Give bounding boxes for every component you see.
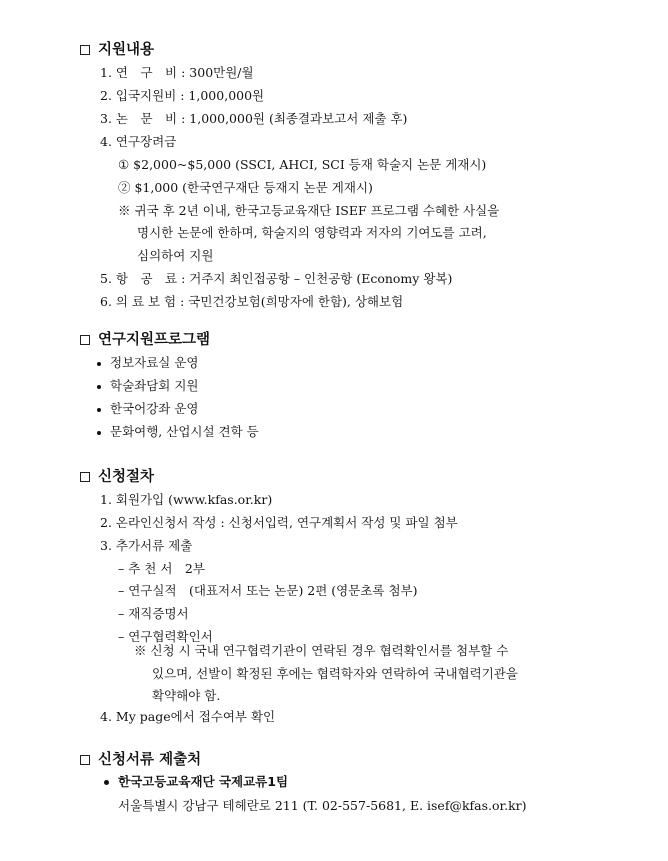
support-item-1: 1. 연 구 비 : 300만원/월 bbox=[100, 65, 254, 80]
bullet-dot-icon bbox=[104, 780, 109, 785]
bullet-dot-icon bbox=[97, 408, 101, 412]
support-note-line-3: 심의하여 지원 bbox=[137, 248, 214, 263]
section-heading-procedure: 신청절차 bbox=[80, 466, 154, 488]
support-item-2: 2. 입국지원비 : 1,000,000원 bbox=[100, 88, 265, 103]
support-subitem-1: ① $2,000~$5,000 (SSCI, AHCI, SCI 등재 학술지 논문 게재시) bbox=[118, 157, 487, 172]
support-note-line-1: ※ 귀국 후 2년 이내, 한국고등교육재단 ISEF 프로그램 수혜한 사실을 bbox=[118, 203, 500, 218]
procedure-doc-3: – 재직증명서 bbox=[118, 606, 189, 621]
support-item-6: 6. 의 료 보 험 : 국민건강보험(희망자에 한함), 상해보험 bbox=[100, 294, 404, 309]
program-item-3: 한국어강좌 운영 bbox=[110, 401, 199, 416]
bullet-dot-icon bbox=[97, 362, 101, 366]
bullet-dot-icon bbox=[97, 431, 101, 435]
checkbox-square-icon bbox=[80, 755, 90, 765]
procedure-note-line-3: 확약해야 함. bbox=[152, 688, 221, 703]
section-heading-support: 지원내용 bbox=[80, 39, 154, 61]
procedure-item-3: 3. 추가서류 제출 bbox=[100, 538, 193, 553]
checkbox-square-icon bbox=[80, 472, 90, 482]
support-note-line-2: 명시한 논문에 한하며, 학술지의 영향력과 저자의 기여도를 고려, bbox=[137, 225, 487, 240]
procedure-doc-1: – 추 천 서 2부 bbox=[118, 561, 205, 576]
bullet-dot-icon bbox=[97, 385, 101, 389]
program-item-2: 학술좌담회 지원 bbox=[110, 378, 199, 393]
submission-address: 서울특별시 강남구 테헤란로 211 (T. 02-557-5681, E. isef@kfas.or.kr) bbox=[118, 798, 527, 813]
support-item-3: 3. 논 문 비 : 1,000,000원 (최종결과보고서 제출 후) bbox=[100, 111, 408, 126]
checkbox-square-icon bbox=[80, 335, 90, 345]
support-item-4: 4. 연구장려금 bbox=[100, 134, 177, 149]
procedure-note-line-2: 있으며, 선발이 확정된 후에는 협력학자와 연락하여 국내협력기관을 bbox=[152, 666, 518, 681]
procedure-doc-4: – 연구협력확인서 bbox=[118, 629, 213, 644]
support-subitem-2: ② $1,000 (한국연구재단 등재지 논문 게재시) bbox=[118, 180, 373, 195]
section-heading-program: 연구지원프로그램 bbox=[80, 329, 210, 351]
procedure-item-2: 2. 온라인신청서 작성 : 신청서입력, 연구계획서 작성 및 파일 첨부 bbox=[100, 515, 458, 530]
submission-org: 한국고등교육재단 국제교류1팀 bbox=[118, 774, 289, 789]
program-item-4: 문화여행, 산업시설 견학 등 bbox=[110, 424, 259, 439]
procedure-note-line-1: ※ 신청 시 국내 연구협력기관이 연락된 경우 협력확인서를 첨부할 수 bbox=[134, 643, 509, 658]
procedure-item-1: 1. 회원가입 (www.kfas.or.kr) bbox=[100, 492, 273, 507]
section-heading-submission: 신청서류 제출처 bbox=[80, 749, 201, 771]
checkbox-square-icon bbox=[80, 45, 90, 55]
program-item-1: 정보자료실 운영 bbox=[110, 355, 199, 370]
procedure-item-4: 4. My page에서 접수여부 확인 bbox=[100, 709, 276, 724]
procedure-doc-2: – 연구실적 (대표저서 또는 논문) 2편 (영문초록 첨부) bbox=[118, 583, 418, 598]
support-item-5: 5. 항 공 료 : 거주지 최인접공항 – 인천공항 (Economy 왕복) bbox=[100, 271, 453, 286]
